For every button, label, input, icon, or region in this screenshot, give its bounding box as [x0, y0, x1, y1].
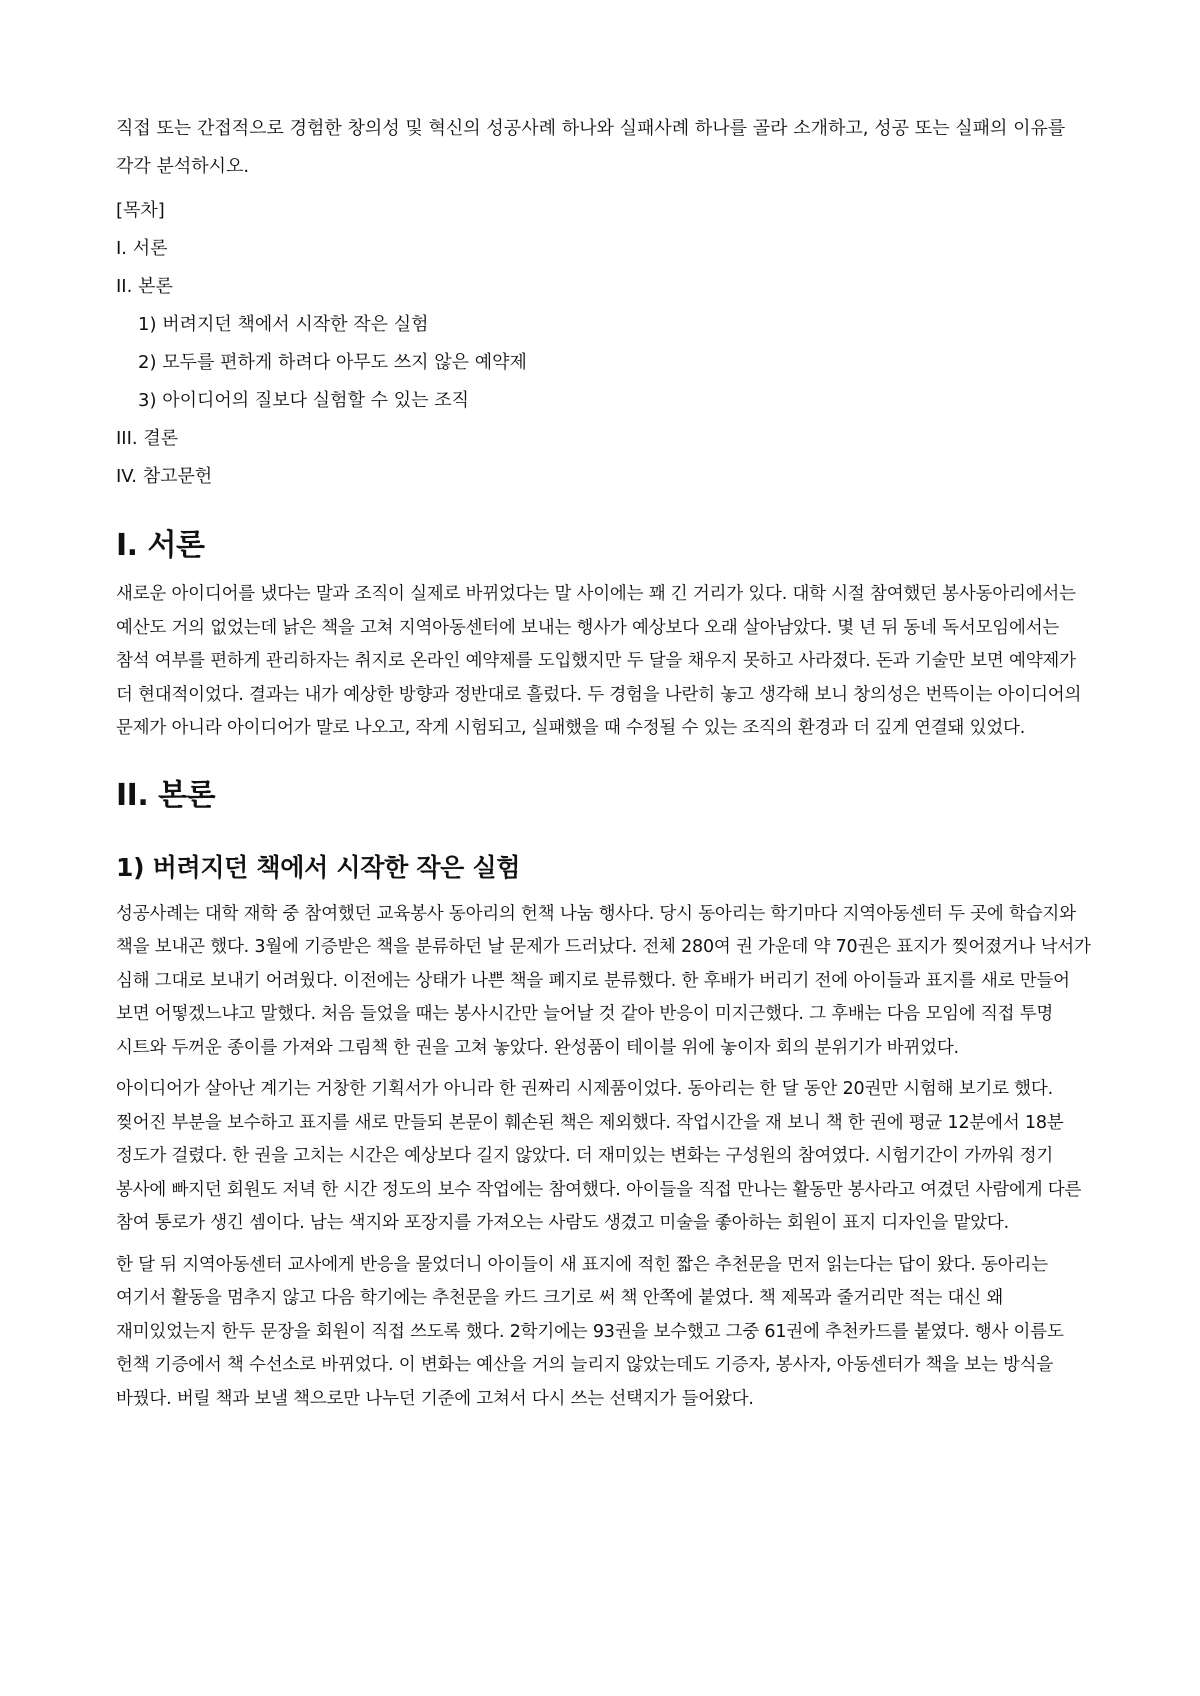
toc-subitem: 3) 아이디어의 질보다 실험할 수 있는 조직 [138, 390, 470, 411]
body-paragraph: 성공사례는 대학 재학 중 참여했던 교육봉사 동아리의 헌책 나눔 행사다. 당시 동아리는 학기마다 지역아동센터 두 곳에 학습지와 책을 보내곤 했다. 3월에 기증받은 책을 분류하던 날 문제가 드러났다. 전체 280여 권 가운데 약 70권은 표지가 찢어졌거나 낙서가 심해 그대로 보내기 어려웠다. 이전에는 상태가 나쁜 책을 폐지로 분류했다. 한 후배가 버리기 전에 아이들과 표지를 새로 만들어 보면 어떻겠느냐고 말했다. 처음 들었을 때는 봉사시간만 늘어날 것 같아 반응이 미지근했다. 그 후배는 다음 모임에 직접 투명 시트와 두꺼운 종이를 가져와 그림책 한 권을 고쳐 놓았다. 완성품이 테이블 위에 놓이자 회의 분위기가 바뀌었다. [116, 903, 1091, 1058]
intro-paragraph: 새로운 아이디어를 냈다는 말과 조직이 실제로 바뀌었다는 말 사이에는 꽤 긴 거리가 있다. 대학 시절 참여했던 봉사동아리에서는 예산도 거의 없었는데 낡은 책을 고쳐 지역아동센터에 보내는 행사가 예상보다 오래 살아남았다. 몇 년 뒤 동네 독서모임에서는 참석 여부를 편하게 관리하자는 취지로 온라인 예약제를 도입했지만 두 달을 채우지 못하고 사라졌다. 돈과 기술만 보면 예약제가 더 현대적이었다. 결과는 내가 예상한 방향과 정반대로 흘렀다. 두 경험을 나란히 놓고 생각해 보니 창의성은 번뜩이는 아이디어의 문제가 아니라 아이디어가 말로 나오고, 작게 시험되고, 실패했을 때 수정될 수 있는 조직의 환경과 더 깊게 연결돼 있었다. [116, 584, 1082, 738]
toc-subitem: 2) 모두를 편하게 하려다 아무도 쓰지 않은 예약제 [138, 352, 527, 373]
assignment-prompt: 직접 또는 간접적으로 경험한 창의성 및 혁신의 성공사례 하나와 실패사례 하나를 골라 소개하고, 성공 또는 실패의 이유를 각각 분석하시오. [116, 118, 1066, 177]
toc-item: II. 본론 [116, 276, 173, 297]
table-of-contents [116, 192, 1096, 496]
subsection-heading: 1) 버려지던 책에서 시작한 작은 실험 [116, 852, 521, 882]
toc-item: III. 결론 [116, 428, 179, 449]
body-paragraph: 아이디어가 살아난 계기는 거창한 기획서가 아니라 한 권짜리 시제품이었다. 동아리는 한 달 동안 20권만 시험해 보기로 했다. 찢어진 부분을 보수하고 표지를 새로 만들되 본문이 훼손된 책은 제외했다. 작업시간을 재 보니 책 한 권에 평균 12분에서 18분 정도가 걸렸다. 한 권을 고치는 시간은 예상보다 길지 않았다. 더 재미있는 변화는 구성원의 참여였다. 시험기간이 가까워 정기 봉사에 빠지던 회원도 저녁 한 시간 정도의 보수 작업에는 참여했다. 아이들을 직접 만나는 활동만 봉사라고 여겼던 사람에게 다른 참여 통로가 생긴 셈이다. 남는 색지와 포장지를 가져오는 사람도 생겼고 미술을 좋아하는 회원이 표지 디자인을 맡았다. [116, 1079, 1082, 1233]
toc-subitem: 1) 버려지던 책에서 시작한 작은 실험 [138, 314, 429, 335]
toc-list [116, 230, 1096, 496]
body-heading: II. 본론 [116, 777, 216, 813]
toc-title: [목차] [116, 200, 165, 221]
body-paragraph: 한 달 뒤 지역아동센터 교사에게 반응을 물었더니 아이들이 새 표지에 적힌 짧은 추천문을 먼저 읽는다는 답이 왔다. 동아리는 여기서 활동을 멈추지 않고 다음 학기에는 추천문을 카드 크기로 써 책 안쪽에 붙였다. 책 제목과 줄거리만 적는 대신 왜 재미있었는지 한두 문장을 회원이 직접 쓰도록 했다. 2학기에는 93권을 보수했고 그중 61권에 추천카드를 붙였다. 행사 이름도 헌책 기증에서 책 수선소로 바뀌었다. 이 변화는 예산을 거의 늘리지 않았는데도 기증자, 봉사자, 아동센터가 책을 보는 방식을 바꿨다. 버릴 책과 보낼 책으로만 나누던 기준에 고쳐서 다시 쓰는 선택지가 들어왔다. [116, 1254, 1064, 1409]
toc-item: I. 서론 [116, 238, 168, 259]
toc-item: IV. 참고문헌 [116, 466, 213, 487]
intro-heading: I. 서론 [116, 528, 205, 563]
